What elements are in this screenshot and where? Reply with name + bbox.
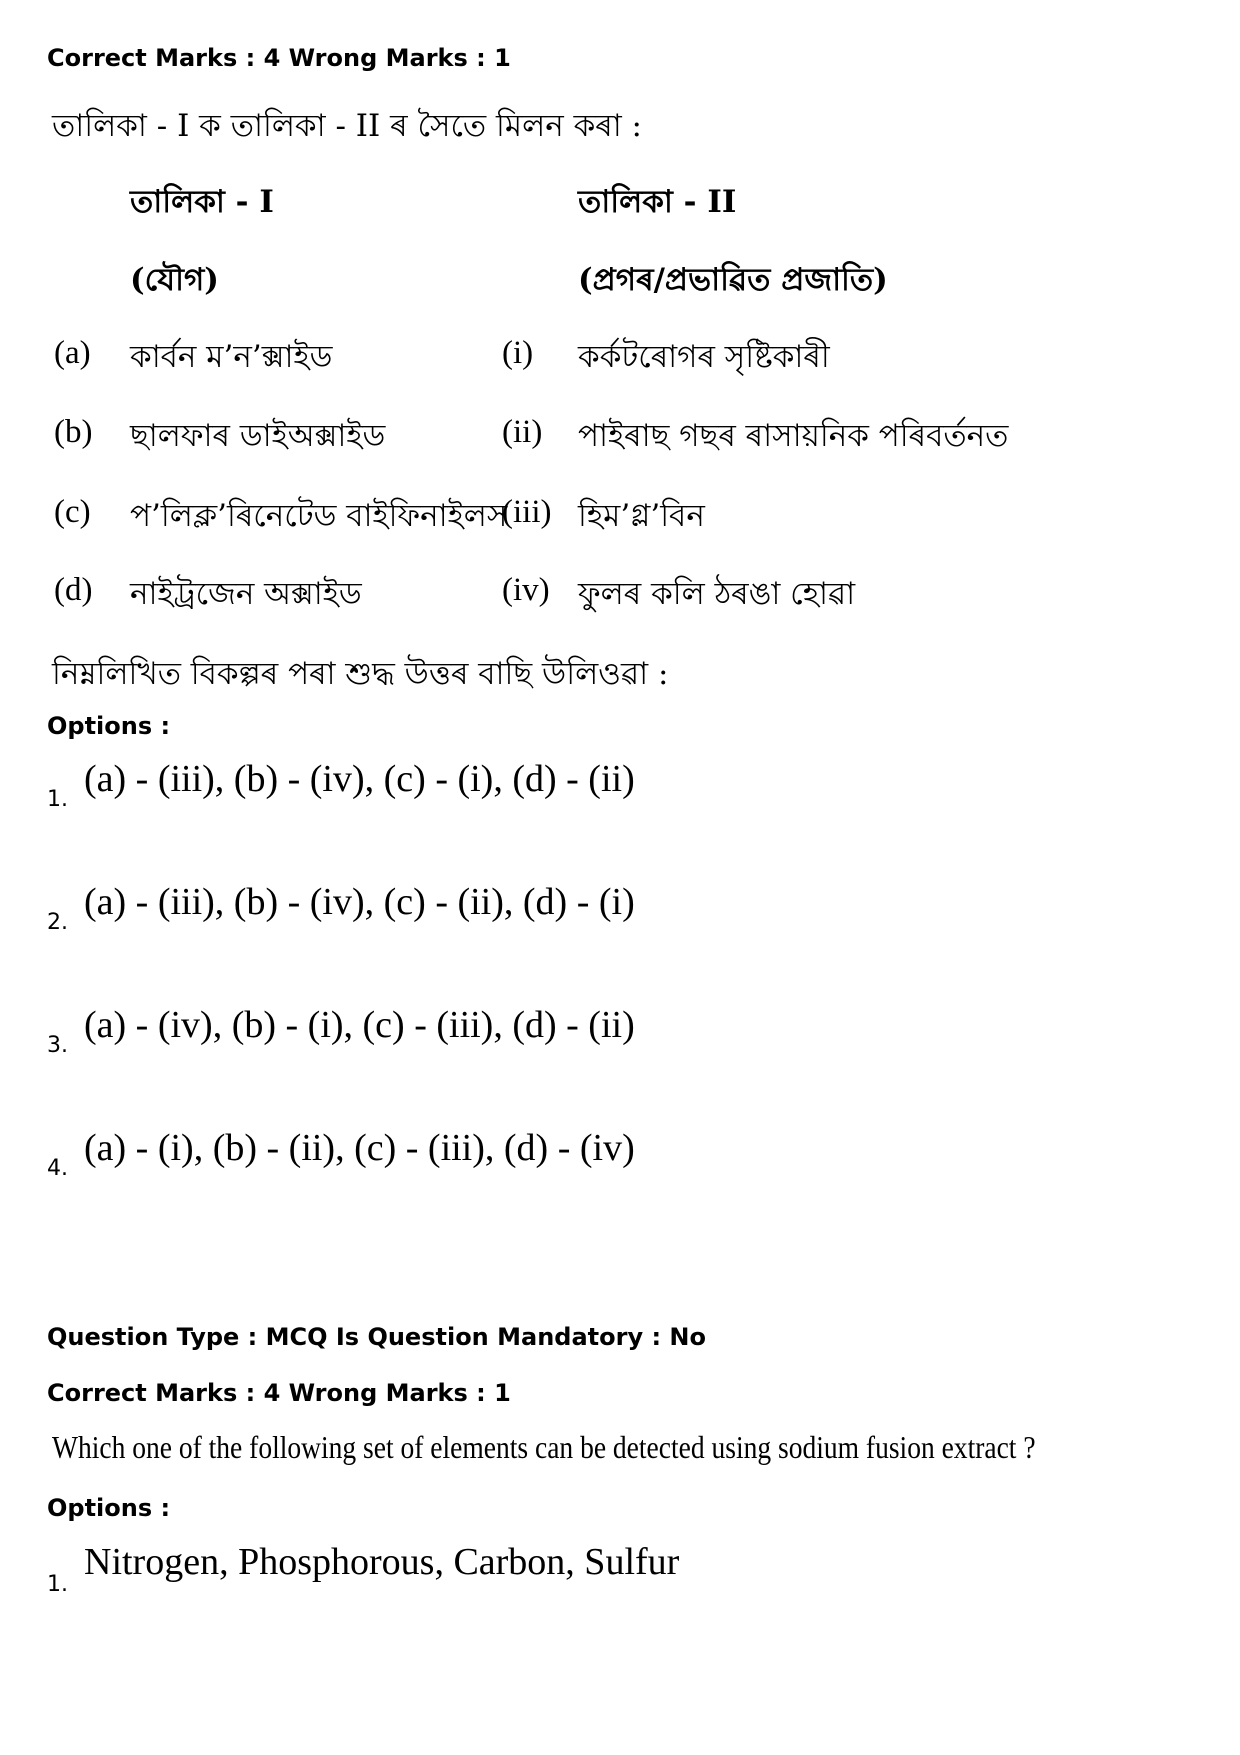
row-i-effect: কৰ্কটৰোগৰ সৃষ্টিকাৰী xyxy=(578,339,830,375)
q1-option-4-number: 4. xyxy=(47,1156,68,1181)
q2-type-line: Question Type : MCQ Is Question Mandatory : No xyxy=(47,1323,706,1351)
q1-instruction: তালিকা - I ক তালিকা - II ৰ সৈতে মিলন কৰা : xyxy=(52,108,643,144)
q2-question: Which one of the following set of elements can be detected using sodium fusion extract ? xyxy=(52,1429,1036,1465)
q1-option-3[interactable]: (a) - (iv), (b) - (i), (c) - (iii), (d) - (ii) xyxy=(84,1004,635,1046)
q1-option-1[interactable]: (a) - (iii), (b) - (iv), (c) - (i), (d) - (ii) xyxy=(84,758,635,800)
q2-option-1[interactable]: Nitrogen, Phosphorous, Carbon, Sulfur xyxy=(84,1541,680,1583)
row-c-label: (c) xyxy=(54,494,91,530)
list1-subheading: (যৌগ) xyxy=(130,262,219,298)
q1-options-label: Options : xyxy=(47,712,171,740)
q2-marks: Correct Marks : 4 Wrong Marks : 1 xyxy=(47,1379,511,1407)
q1-option-4[interactable]: (a) - (i), (b) - (ii), (c) - (iii), (d) - (iv) xyxy=(84,1127,635,1169)
row-a-label: (a) xyxy=(54,335,91,371)
row-iv-label: (iv) xyxy=(502,572,550,608)
q1-option-2-number: 2. xyxy=(47,910,68,935)
row-d-compound: নাইট্ৰজেন অক্সাইড xyxy=(130,576,362,612)
q1-option-3-number: 3. xyxy=(47,1033,68,1058)
q1-option-1-number: 1. xyxy=(47,787,68,812)
q1-marks: Correct Marks : 4 Wrong Marks : 1 xyxy=(47,44,511,72)
row-iv-effect: ফুলৰ কলি ঠৰঙা হোৱা xyxy=(578,576,856,612)
row-c-compound: প’লিক্ল’ৰিনেটেড বাইফিনাইলস xyxy=(130,498,508,534)
row-iii-label: (iii) xyxy=(502,494,552,530)
q2-option-1-number: 1. xyxy=(47,1572,68,1597)
list2-heading: তালিকা - II xyxy=(578,184,737,220)
row-ii-effect: পাইৰাছ গছৰ ৰাসায়নিক পৰিবৰ্তনত xyxy=(578,418,1009,454)
list2-subheading: (প্ৰগৰ/প্ৰভাৱিত প্ৰজাতি) xyxy=(578,262,888,298)
list1-heading: তালিকা - I xyxy=(130,184,274,220)
q1-option-2[interactable]: (a) - (iii), (b) - (iv), (c) - (ii), (d) - (i) xyxy=(84,881,635,923)
q2-options-label: Options : xyxy=(47,1494,171,1522)
row-d-label: (d) xyxy=(54,572,93,608)
row-i-label: (i) xyxy=(502,335,534,371)
row-iii-effect: হিম’গ্ল’বিন xyxy=(578,498,705,534)
q1-choose-instruction: নিম্নলিখিত বিকল্পৰ পৰা শুদ্ধ উত্তৰ বাছি উলিওৱা : xyxy=(52,656,669,692)
row-ii-label: (ii) xyxy=(502,414,543,450)
row-b-compound: ছালফাৰ ডাইঅক্সাইড xyxy=(130,418,386,454)
row-a-compound: কাৰ্বন ম’ন’ক্সাইড xyxy=(130,339,333,375)
row-b-label: (b) xyxy=(54,414,93,450)
